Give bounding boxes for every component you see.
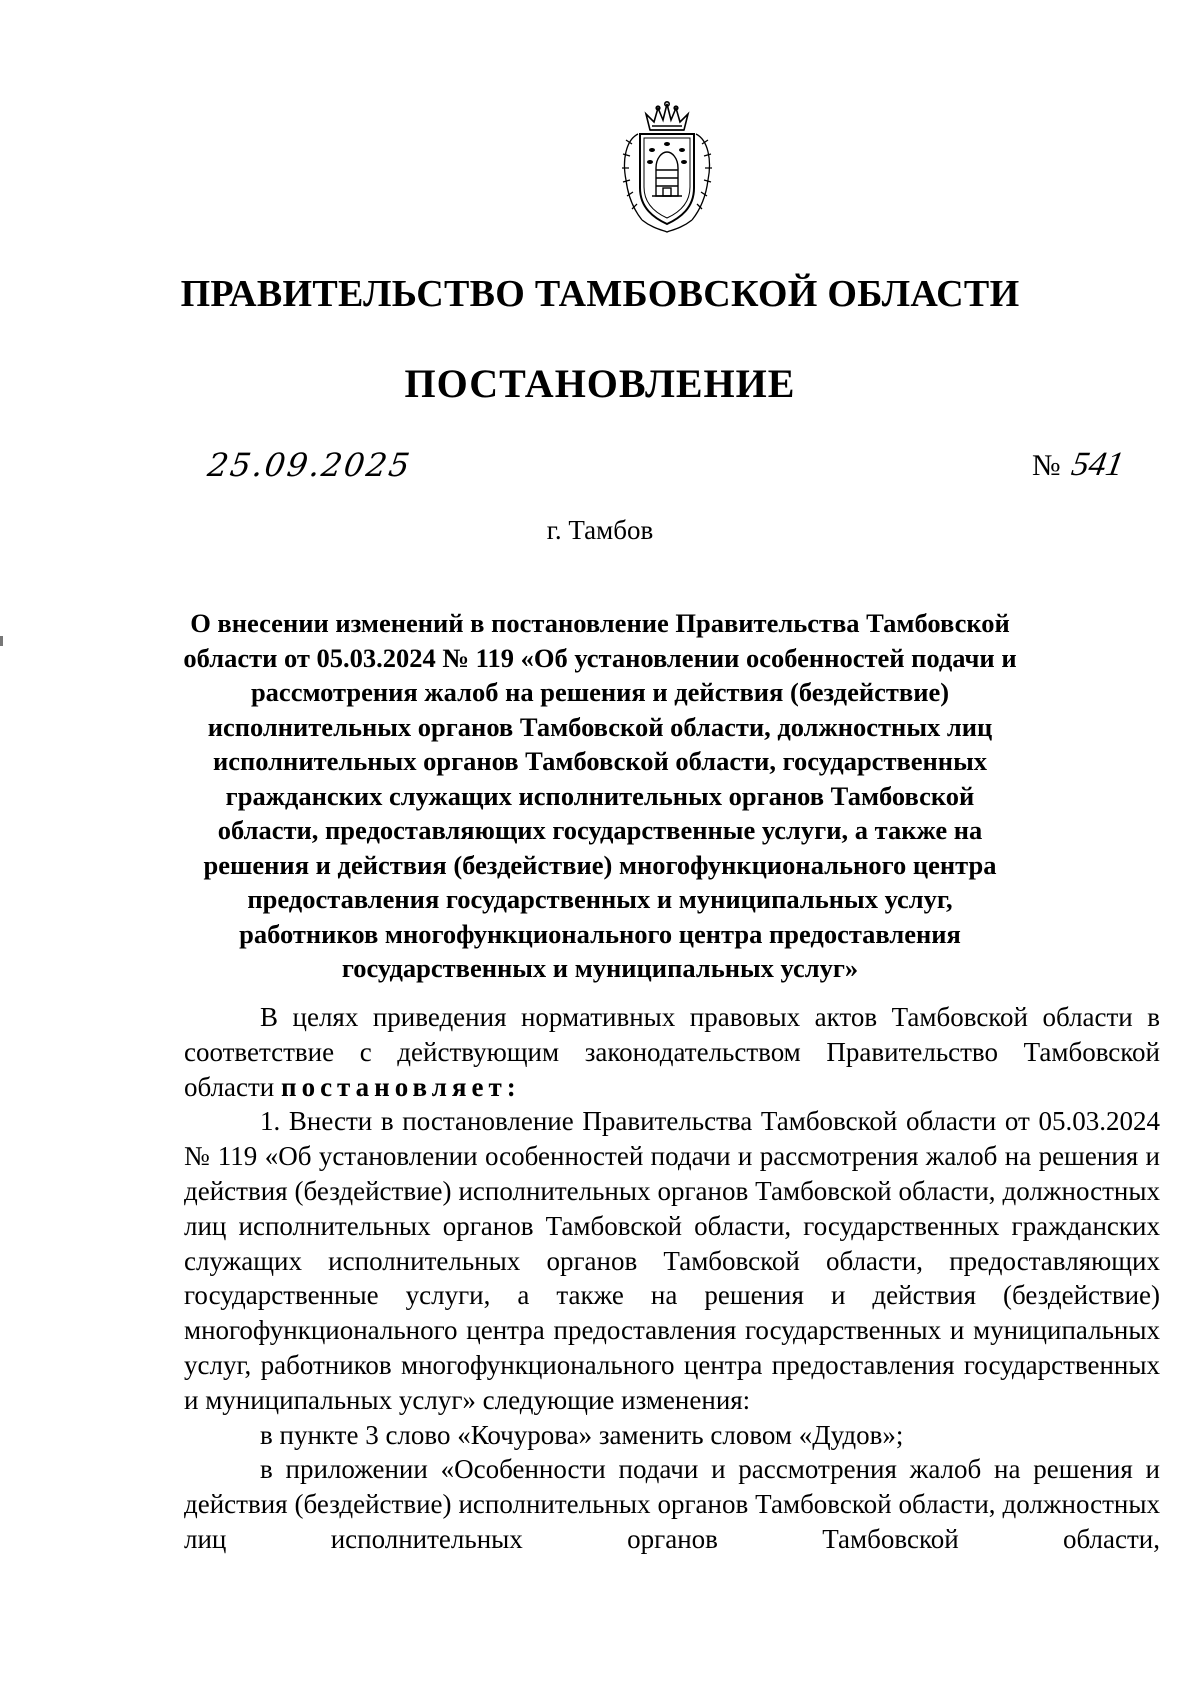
document-number <box>1032 446 1127 484</box>
document-type-title: ПОСТАНОВЛЕНИЕ <box>404 361 796 406</box>
city-line: г. Тамбов <box>546 515 654 545</box>
handwritten-date: 25.09.2025 <box>205 446 414 484</box>
coat-of-arms-emblem-icon <box>616 100 718 236</box>
intro-paragraph <box>184 1000 1160 1104</box>
number-label: № <box>1032 449 1061 482</box>
item-1-paragraph: 1. Внести в постановление Правительства Тамбовской области от 05.03.2024 № 119 «Об установлении особенностей подачи и рассмотрения жалоб на решения и действия (бездействие) исполнительных органов Тамбовской области, должностных лиц исполнительных органов Тамбовской области, государственных гражданских служащих исполнительных органов Тамбовской области, предоставляющих государственные услуги, а также на решения и действия (бездействие) многофункционального центра предоставления государственных и муниципальных услуг, работников многофункционального центра предоставления государственных и муниципальных услуг» следующие изменения: <box>184 1106 1160 1415</box>
decree-word: постановляет: <box>281 1071 521 1102</box>
change-2-paragraph: в приложении «Особенности подачи и рассмотрения жалоб на решения и действия (бездействие) исполнительных органов Тамбовской области, должностных лиц исполнительных органов Тамбовской области, <box>184 1454 1160 1554</box>
document-heading: О внесении изменений в постановление Правительства Тамбовской области от 05.03.2024 № 119 «Об установлении особенностей подачи и рассмотрения жалоб на решения и действия (бездействие) исполнительных органов Тамбовской области, должностных лиц исполнительных органов Тамбовской области, государственных гражданских служащих исполнительных органов Тамбовской области, предоставляющих государственные услуги, а также на решения и действия (бездействие) многофункционального центра предоставления государственных и муниципальных услуг, работников многофункционального центра предоставления государственных и муниципальных услуг» <box>183 608 1017 983</box>
organization-title: ПРАВИТЕЛЬСТВО ТАМБОВСКОЙ ОБЛАСТИ <box>180 273 1020 315</box>
change-1-paragraph: в пункте 3 слово «Кочурова» заменить словом «Дудов»; <box>260 1419 904 1450</box>
intro-text: В целях приведения нормативных правовых актов Тамбовской области в соответствие с действующим законодательством Правительство Тамбовской области <box>184 1002 1160 1102</box>
scan-artifact-mark <box>0 636 3 646</box>
document-body <box>184 1000 1160 1557</box>
handwritten-number: 541 <box>1068 446 1127 483</box>
